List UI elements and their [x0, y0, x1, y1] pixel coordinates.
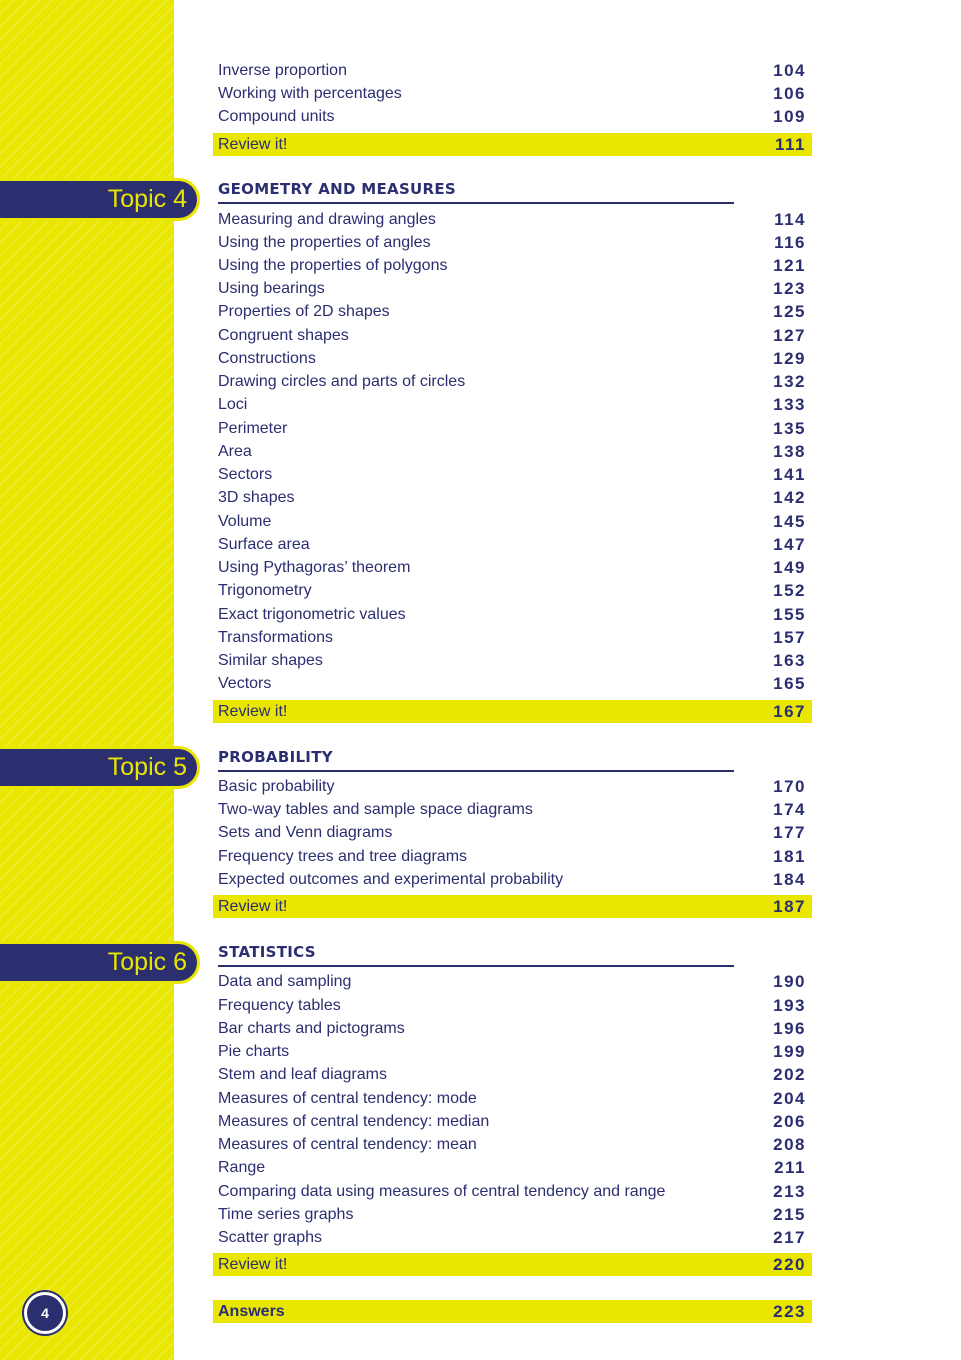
- section-heading-geometry: GEOMETRY AND MEASURES: [218, 180, 734, 204]
- entry-title: 3D shapes: [218, 489, 295, 506]
- entry-title: Volume: [218, 513, 272, 530]
- entry-page: 208: [773, 1135, 806, 1154]
- answers-bar[interactable]: [213, 1300, 812, 1323]
- toc-entry[interactable]: [218, 1018, 806, 1040]
- toc-entry[interactable]: [218, 418, 806, 440]
- entry-title: Drawing circles and parts of circles: [218, 373, 466, 390]
- entry-title: Data and sampling: [218, 973, 352, 990]
- entry-page: 184: [773, 870, 806, 889]
- entry-page: 147: [773, 535, 806, 554]
- entry-page: 127: [773, 326, 806, 345]
- entry-page: 174: [773, 800, 806, 819]
- toc-entry[interactable]: [218, 846, 806, 868]
- entry-page: 157: [773, 628, 806, 647]
- toc-entry[interactable]: [218, 106, 806, 128]
- entry-page: 211: [774, 1158, 806, 1177]
- toc-entry[interactable]: [218, 1134, 806, 1156]
- entry-title: Exact trigonometric values: [218, 606, 406, 623]
- entry-page: 133: [773, 395, 806, 414]
- entry-page: 199: [773, 1042, 806, 1061]
- toc-entry[interactable]: [218, 1181, 806, 1203]
- entry-title: Time series graphs: [218, 1206, 354, 1223]
- toc-entry[interactable]: [218, 278, 806, 300]
- entry-title: Sectors: [218, 466, 273, 483]
- toc-entry[interactable]: [218, 60, 806, 82]
- entry-page: 217: [773, 1228, 806, 1247]
- entry-title: Surface area: [218, 536, 310, 553]
- answers-page: 223: [773, 1301, 806, 1321]
- toc-entry[interactable]: [218, 394, 806, 416]
- toc-entry[interactable]: [218, 487, 806, 509]
- entry-page: 138: [773, 442, 806, 461]
- entry-page: 109: [773, 107, 806, 126]
- toc-entry[interactable]: [218, 776, 806, 798]
- toc-entry[interactable]: [218, 822, 806, 844]
- entry-page: 213: [773, 1182, 806, 1201]
- review-it-bar[interactable]: [213, 1253, 812, 1276]
- review-label: Review it!: [218, 135, 288, 153]
- entry-title: Transformations: [218, 629, 333, 646]
- page-number-badge: 4: [24, 1292, 66, 1334]
- entry-title: Vectors: [218, 675, 272, 692]
- entry-title: Two-way tables and sample space diagrams: [218, 801, 533, 818]
- toc-entry[interactable]: [218, 799, 806, 821]
- entry-page: 114: [774, 210, 806, 229]
- topic-6-tab: Topic 6: [0, 941, 200, 984]
- entry-page: 196: [773, 1019, 806, 1038]
- toc-entry[interactable]: [218, 1041, 806, 1063]
- entry-title: Bar charts and pictograms: [218, 1020, 405, 1037]
- entry-title: Trigonometry: [218, 582, 312, 599]
- toc-entry[interactable]: [218, 464, 806, 486]
- entry-title: Using bearings: [218, 280, 325, 297]
- toc-entry[interactable]: [218, 995, 806, 1017]
- topic-4-tab: Topic 4: [0, 178, 200, 221]
- toc-entry[interactable]: [218, 673, 806, 695]
- entry-page: 152: [773, 581, 806, 600]
- entry-page: 149: [773, 558, 806, 577]
- entry-title: Frequency tables: [218, 997, 341, 1014]
- entry-title: Constructions: [218, 350, 316, 367]
- entry-title: Measuring and drawing angles: [218, 211, 436, 228]
- entry-page: 142: [773, 488, 806, 507]
- review-label: Review it!: [218, 1255, 288, 1273]
- toc-entry[interactable]: [218, 534, 806, 556]
- entry-page: 193: [773, 996, 806, 1015]
- section-heading-probability: PROBABILITY: [218, 748, 734, 772]
- entry-page: 141: [773, 465, 806, 484]
- entry-page: 202: [773, 1065, 806, 1084]
- toc-entry[interactable]: [218, 325, 806, 347]
- entry-page: 123: [773, 279, 806, 298]
- toc-entry[interactable]: [218, 301, 806, 323]
- review-it-bar[interactable]: [213, 133, 812, 156]
- entry-title: Area: [218, 443, 252, 460]
- entry-title: Measures of central tendency: median: [218, 1113, 490, 1130]
- entry-page: 116: [774, 233, 806, 252]
- toc-entry[interactable]: [218, 441, 806, 463]
- entry-page: 155: [773, 605, 806, 624]
- toc-entry[interactable]: [218, 371, 806, 393]
- section-heading-statistics: STATISTICS: [218, 943, 734, 967]
- entry-page: 125: [773, 302, 806, 321]
- entry-page: 104: [773, 61, 806, 80]
- entry-title: Perimeter: [218, 420, 288, 437]
- entry-title: Sets and Venn diagrams: [218, 824, 393, 841]
- entry-page: 132: [773, 372, 806, 391]
- entry-page: 145: [773, 512, 806, 531]
- toc-entry[interactable]: [218, 83, 806, 105]
- entry-page: 177: [773, 823, 806, 842]
- review-it-bar[interactable]: [213, 895, 812, 918]
- toc-entry[interactable]: [218, 650, 806, 672]
- entry-page: 206: [773, 1112, 806, 1131]
- entry-title: Measures of central tendency: mean: [218, 1136, 477, 1153]
- toc-entry[interactable]: [218, 580, 806, 602]
- toc-entry[interactable]: [218, 627, 806, 649]
- entry-title: Range: [218, 1159, 266, 1176]
- entry-title: Stem and leaf diagrams: [218, 1066, 387, 1083]
- review-page: 167: [773, 701, 806, 721]
- review-it-bar[interactable]: [213, 700, 812, 723]
- entry-page: 121: [773, 256, 806, 275]
- review-page: 111: [775, 134, 806, 154]
- entry-title: Scatter graphs: [218, 1229, 323, 1246]
- toc-entry[interactable]: [218, 1204, 806, 1226]
- entry-page: 106: [773, 84, 806, 103]
- answers-label: Answers: [218, 1302, 285, 1320]
- entry-page: 129: [773, 349, 806, 368]
- entry-title: Properties of 2D shapes: [218, 303, 390, 320]
- toc-entry[interactable]: [218, 209, 806, 231]
- entry-page: 165: [773, 674, 806, 693]
- entry-page: 181: [773, 847, 806, 866]
- toc-entry[interactable]: [218, 604, 806, 626]
- toc-entry[interactable]: [218, 1111, 806, 1133]
- entry-page: 204: [773, 1089, 806, 1108]
- entry-page: 190: [773, 972, 806, 991]
- entry-title: Loci: [218, 396, 248, 413]
- toc-entry[interactable]: [218, 557, 806, 579]
- review-page: 187: [773, 896, 806, 916]
- entry-title: Compound units: [218, 108, 335, 125]
- entry-title: Expected outcomes and experimental probability: [218, 871, 564, 888]
- topic-5-tab: Topic 5: [0, 746, 200, 789]
- entry-page: 170: [773, 777, 806, 796]
- entry-title: Inverse proportion: [218, 62, 347, 79]
- toc-entry[interactable]: [218, 232, 806, 254]
- review-page: 220: [773, 1254, 806, 1274]
- toc-entry[interactable]: [218, 1227, 806, 1249]
- entry-page: 215: [773, 1205, 806, 1224]
- entry-page: 163: [773, 651, 806, 670]
- toc-entry[interactable]: [218, 1157, 806, 1179]
- entry-title: Congruent shapes: [218, 327, 349, 344]
- toc-entry[interactable]: [218, 1064, 806, 1086]
- toc-entry[interactable]: [218, 869, 806, 891]
- entry-title: Measures of central tendency: mode: [218, 1090, 477, 1107]
- toc-entry[interactable]: [218, 511, 806, 533]
- entry-title: Working with percentages: [218, 85, 402, 102]
- entry-title: Frequency trees and tree diagrams: [218, 848, 468, 865]
- toc-entry[interactable]: [218, 348, 806, 370]
- toc-entry[interactable]: [218, 971, 806, 993]
- toc-entry[interactable]: [218, 1088, 806, 1110]
- toc-entry[interactable]: [218, 255, 806, 277]
- review-label: Review it!: [218, 702, 288, 720]
- review-label: Review it!: [218, 897, 288, 915]
- entry-title: Basic probability: [218, 778, 335, 795]
- entry-title: Similar shapes: [218, 652, 323, 669]
- entry-title: Using the properties of angles: [218, 234, 431, 251]
- entry-title: Pie charts: [218, 1043, 290, 1060]
- entry-page: 135: [773, 419, 806, 438]
- entry-title: Using the properties of polygons: [218, 257, 448, 274]
- entry-title: Using Pythagoras’ theorem: [218, 559, 411, 576]
- entry-title: Comparing data using measures of central tendency and range: [218, 1183, 666, 1200]
